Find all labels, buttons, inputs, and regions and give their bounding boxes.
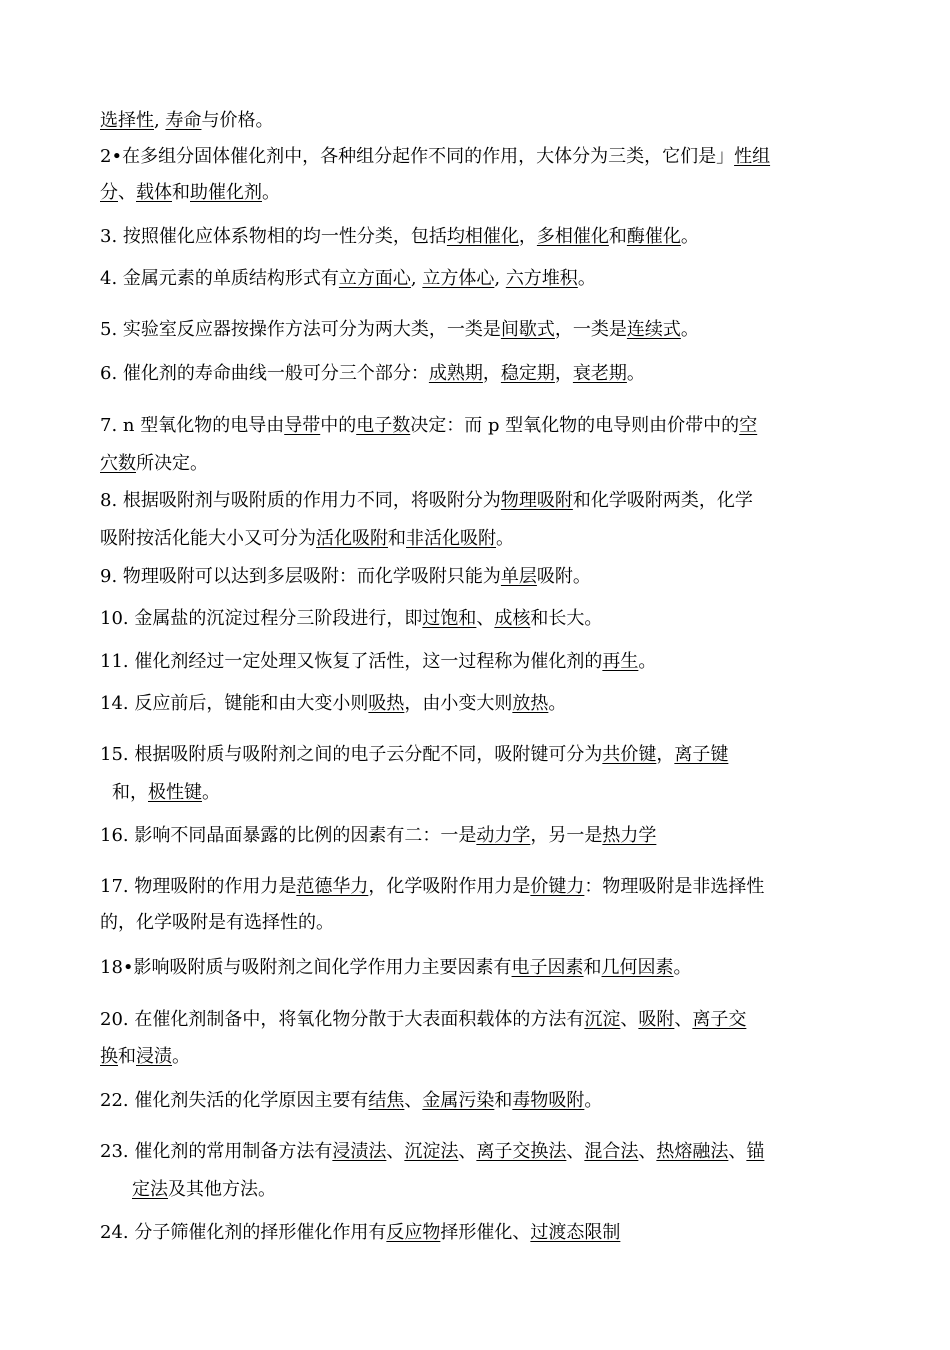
answer-blank: 成熟期 bbox=[428, 363, 483, 384]
answer-blank: 单层 bbox=[500, 566, 537, 587]
text-line-20 bbox=[100, 911, 334, 935]
question-text: 20. 在催化剂制备中，将氧化物分散于大表面积载体的方法有 bbox=[100, 1009, 585, 1030]
question-text: ，一类是 bbox=[554, 319, 627, 340]
question-text: 和 bbox=[494, 1090, 513, 1111]
answer-blank: 六方堆积 bbox=[505, 268, 578, 289]
question-text: 、 bbox=[566, 1141, 585, 1162]
text-line-12 bbox=[100, 565, 591, 589]
answer-blank: 定法 bbox=[132, 1179, 168, 1200]
question-text: 择形催化、 bbox=[440, 1222, 531, 1243]
question-text: 23. 催化剂的常用制备方法有 bbox=[100, 1141, 333, 1162]
answer-blank: 电子因素 bbox=[511, 957, 584, 978]
answer-blank: 性组 bbox=[734, 146, 771, 167]
question-text: 8. 根据吸附剂与吸附质的作用力不同，将吸附分为 bbox=[100, 490, 501, 511]
text-line-11 bbox=[100, 527, 514, 551]
answer-blank: 均相催化 bbox=[446, 226, 519, 247]
answer-blank: 空 bbox=[739, 415, 758, 436]
answer-blank: 非活化吸附 bbox=[406, 528, 496, 549]
question-text: 决定：而 p 型氧化物的电导则由价带中的 bbox=[410, 415, 740, 436]
answer-blank: 热力学 bbox=[602, 825, 657, 846]
answer-blank: 间歇式 bbox=[500, 319, 555, 340]
text-line-19 bbox=[100, 875, 764, 899]
answer-blank: 立方体心 bbox=[422, 268, 495, 289]
text-line-6 bbox=[100, 318, 699, 342]
text-line-10 bbox=[100, 489, 753, 513]
text-line-15 bbox=[100, 692, 566, 716]
text-line-26 bbox=[132, 1178, 276, 1202]
question-text: 和 bbox=[172, 182, 190, 203]
question-text: 和 bbox=[118, 1046, 136, 1067]
question-text: 。 bbox=[172, 1046, 190, 1067]
answer-blank: 过饱和 bbox=[422, 608, 477, 629]
text-line-7 bbox=[100, 362, 645, 386]
answer-blank: 离子交 bbox=[692, 1009, 747, 1030]
answer-blank: 金属污染 bbox=[422, 1090, 495, 1111]
question-text: 与价格。 bbox=[201, 110, 274, 131]
question-text: 15. 根据吸附质与吸附剂之间的电子云分配不同，吸附键可分为 bbox=[100, 744, 603, 765]
question-text: 18•影响吸附质与吸附剂之间化学作用力主要因素有 bbox=[100, 957, 512, 978]
question-text: 。 bbox=[680, 226, 699, 247]
question-text: 及其他方法。 bbox=[168, 1179, 276, 1200]
answer-blank: 导带 bbox=[284, 415, 321, 436]
text-line-9 bbox=[100, 452, 208, 476]
answer-blank: 穴数 bbox=[100, 453, 136, 474]
text-line-18 bbox=[100, 824, 656, 848]
question-text: 、 bbox=[476, 608, 495, 629]
answer-blank: 范德华力 bbox=[296, 876, 369, 897]
question-text: 和， bbox=[112, 782, 148, 803]
question-text: 。 bbox=[673, 957, 692, 978]
answer-blank: 寿命 bbox=[165, 110, 202, 131]
answer-blank: 衰老期 bbox=[572, 363, 627, 384]
answer-blank: 活化吸附 bbox=[316, 528, 388, 549]
answer-blank: 沉淀法 bbox=[404, 1141, 459, 1162]
answer-blank: 混合法 bbox=[584, 1141, 639, 1162]
text-line-16 bbox=[100, 743, 728, 767]
text-line-25 bbox=[100, 1140, 764, 1164]
question-text: ， bbox=[518, 226, 537, 247]
answer-blank: 成核 bbox=[494, 608, 531, 629]
answer-blank: 离子交换法 bbox=[476, 1141, 567, 1162]
question-text: ，由小变大则 bbox=[404, 693, 513, 714]
question-text: 、 bbox=[458, 1141, 477, 1162]
answer-blank: 价键力 bbox=[530, 876, 585, 897]
question-text: 和长大。 bbox=[530, 608, 603, 629]
question-text: 、 bbox=[728, 1141, 747, 1162]
answer-blank: 热熔融法 bbox=[656, 1141, 729, 1162]
answer-blank: 共价键 bbox=[602, 744, 657, 765]
answer-blank: 反应物 bbox=[386, 1222, 441, 1243]
question-text: 16. 影响不同晶面暴露的比例的因素有二：一是 bbox=[100, 825, 477, 846]
answer-blank: 物理吸附 bbox=[500, 490, 573, 511]
answer-blank: 结焦 bbox=[368, 1090, 405, 1111]
answer-blank: 放热 bbox=[512, 693, 549, 714]
question-text: 。 bbox=[638, 651, 657, 672]
answer-blank: 毒物吸附 bbox=[512, 1090, 585, 1111]
answer-blank: 吸热 bbox=[368, 693, 405, 714]
question-text: 。 bbox=[262, 182, 280, 203]
question-text: , bbox=[154, 110, 166, 131]
answer-blank: 动力学 bbox=[476, 825, 531, 846]
question-text: 11. 催化剂经过一定处理又恢复了活性，这一过程称为催化剂的 bbox=[100, 651, 603, 672]
text-line-22 bbox=[100, 1008, 746, 1032]
answer-blank: 多相催化 bbox=[536, 226, 609, 247]
answer-blank: 再生 bbox=[602, 651, 639, 672]
text-line-5 bbox=[100, 267, 596, 291]
question-text: 吸附。 bbox=[536, 566, 591, 587]
question-text: 和 bbox=[583, 957, 602, 978]
text-line-4 bbox=[100, 225, 699, 249]
answer-blank: 锚 bbox=[746, 1141, 765, 1162]
question-text: 6. 催化剂的寿命曲线一般可分三个部分： bbox=[100, 363, 429, 384]
text-line-14 bbox=[100, 650, 656, 674]
question-text: 24. 分子筛催化剂的择形催化作用有 bbox=[100, 1222, 387, 1243]
answer-blank: 换 bbox=[100, 1046, 118, 1067]
question-text: 。 bbox=[548, 693, 567, 714]
question-text: , bbox=[494, 268, 506, 289]
question-text: 吸附按活化能大小又可分为 bbox=[100, 528, 316, 549]
question-text: 中的 bbox=[320, 415, 357, 436]
question-text: 的，化学吸附是有选择性的。 bbox=[100, 912, 334, 933]
question-text: 3. 按照催化应体系物相的均一性分类，包括 bbox=[100, 226, 447, 247]
question-text: 和 bbox=[388, 528, 406, 549]
question-text: 。 bbox=[577, 268, 596, 289]
text-line-24 bbox=[100, 1089, 602, 1113]
answer-blank: 浸渍 bbox=[136, 1046, 172, 1067]
text-line-27 bbox=[100, 1221, 620, 1245]
question-text: ，另一是 bbox=[530, 825, 603, 846]
question-text: ，化学吸附作用力是 bbox=[368, 876, 531, 897]
question-text: 、 bbox=[620, 1009, 639, 1030]
question-text: 、 bbox=[386, 1141, 405, 1162]
question-text: 和化学吸附两类，化学 bbox=[572, 490, 753, 511]
answer-blank: 选择性 bbox=[100, 110, 154, 131]
answer-blank: 分 bbox=[100, 182, 118, 203]
text-line-3 bbox=[100, 181, 280, 205]
question-text: 22. 催化剂失活的化学原因主要有 bbox=[100, 1090, 369, 1111]
question-text: 7. n 型氧化物的电导由 bbox=[100, 415, 285, 436]
answer-blank: 电子数 bbox=[356, 415, 411, 436]
question-text: 所决定。 bbox=[136, 453, 208, 474]
answer-blank: 助催化剂 bbox=[190, 182, 262, 203]
answer-blank: 吸附 bbox=[638, 1009, 675, 1030]
question-text: 。 bbox=[626, 363, 645, 384]
question-text: ， bbox=[554, 363, 573, 384]
answer-blank: 几何因素 bbox=[601, 957, 674, 978]
answer-blank: 稳定期 bbox=[500, 363, 555, 384]
answer-blank: 离子键 bbox=[674, 744, 729, 765]
answer-blank: 载体 bbox=[136, 182, 172, 203]
question-text: 4. 金属元素的单质结构形式有 bbox=[100, 268, 339, 289]
question-text: 5. 实验室反应器按操作方法可分为两大类，一类是 bbox=[100, 319, 501, 340]
question-text: 10. 金属盐的沉淀过程分三阶段进行，即 bbox=[100, 608, 423, 629]
answer-blank: 沉淀 bbox=[584, 1009, 621, 1030]
question-text: 、 bbox=[118, 182, 136, 203]
question-text: ：物理吸附是非选择性 bbox=[584, 876, 765, 897]
question-text: 9. 物理吸附可以达到多层吸附：而化学吸附只能为 bbox=[100, 566, 501, 587]
question-text: 。 bbox=[496, 528, 514, 549]
text-line-1 bbox=[100, 109, 273, 133]
question-text: 、 bbox=[404, 1090, 423, 1111]
answer-blank: 酶催化 bbox=[626, 226, 681, 247]
text-line-8 bbox=[100, 414, 757, 438]
answer-blank: 浸渍法 bbox=[332, 1141, 387, 1162]
answer-blank: 极性键 bbox=[148, 782, 202, 803]
question-text: 2•在多组分固体催化剂中，各种组分起作不同的作用，大体分为三类，它们是」 bbox=[100, 146, 735, 167]
question-text: 、 bbox=[674, 1009, 693, 1030]
question-text: 。 bbox=[202, 782, 220, 803]
question-text: 、 bbox=[638, 1141, 657, 1162]
text-line-13 bbox=[100, 607, 602, 631]
question-text: ， bbox=[482, 363, 501, 384]
question-text: 14. 反应前后，键能和由大变小则 bbox=[100, 693, 369, 714]
question-text: 。 bbox=[584, 1090, 603, 1111]
answer-blank: 连续式 bbox=[626, 319, 681, 340]
answer-blank: 过渡态限制 bbox=[530, 1222, 621, 1243]
question-text: , bbox=[410, 268, 423, 289]
question-text: 17. 物理吸附的作用力是 bbox=[100, 876, 297, 897]
answer-blank: 立方面心 bbox=[338, 268, 411, 289]
text-line-17 bbox=[112, 781, 220, 805]
text-line-21 bbox=[100, 956, 692, 980]
question-text: 。 bbox=[680, 319, 699, 340]
question-text: 和 bbox=[608, 226, 627, 247]
text-line-2 bbox=[100, 145, 770, 169]
question-text: ， bbox=[656, 744, 675, 765]
text-line-23 bbox=[100, 1045, 190, 1069]
